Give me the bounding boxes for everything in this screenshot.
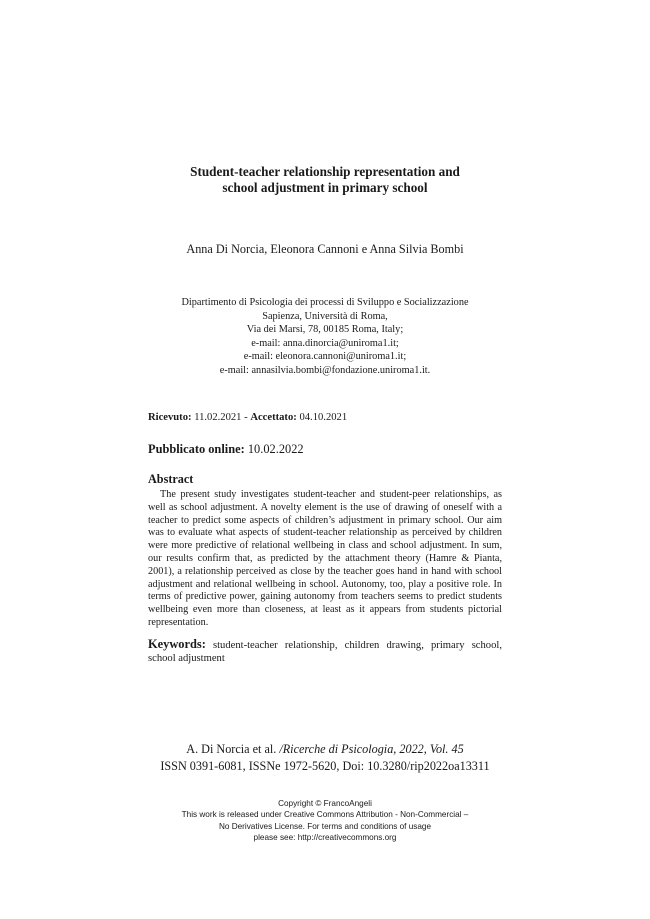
abstract-heading: Abstract xyxy=(148,472,194,486)
accepted-value: 04.10.2021 xyxy=(299,412,348,423)
abstract-text: The present study investigates student-teacher and student-peer relationships, as well as school adjustment. A novelty element is the use of drawing of oneself with a teacher to predict some aspects of children’s adjustment in primary school. Our aim was to evaluate what aspects of student-teacher relationship as perceived by children were more predictive of relational wellbeing in class and school adjustment. In sum, our results confirm that, as predicted by the attachment theory (Hamre & Pianta, 2001), a relationship perceived as close by the teacher goes hand in hand with school adjustment and relational wellbeing in school. Autonomy, too, play a positive role. In terms of predictive power, gaining autonomy from teachers seems to predict students wellbeing even more than closeness, at least as it appears from students pictorial representation. xyxy=(148,489,502,628)
published-value: 10.02.2022 xyxy=(247,442,304,456)
copyright-line-1: Copyright © FrancoAngeli xyxy=(278,799,372,808)
date-separator: - xyxy=(244,412,248,423)
citation-journal: Ricerche di Psicologia, 2022, Vol. 45 xyxy=(282,742,464,756)
email-2: e-mail: eleonora.cannoni@uniroma1.it; xyxy=(243,351,407,363)
author-list: Anna Di Norcia, Eleonora Cannoni e Anna Silvia Bombi xyxy=(186,242,464,256)
copyright-line-3: No Derivatives License. For terms and conditions of usage xyxy=(218,821,432,831)
affiliation-address: Via dei Marsi, 78, 00185 Roma, Italy; xyxy=(246,324,404,336)
affiliation-university: Sapienza, Università di Roma, xyxy=(262,310,388,322)
affiliation-department: Dipartimento di Psicologia dei processi di Sviluppo e Socializzazione xyxy=(181,297,469,308)
received-label: Ricevuto: xyxy=(148,412,192,423)
received-value: 11.02.2021 xyxy=(194,412,242,423)
citation-authors: A. Di Norcia et al. xyxy=(186,742,277,756)
affiliation-block xyxy=(0,296,650,378)
email-3: e-mail: annasilvia.bombi@fondazione.uniroma1.it. xyxy=(219,364,431,376)
keywords-label: Keywords: xyxy=(148,637,206,651)
received-accepted-dates xyxy=(148,411,347,425)
keywords-text: student-teacher relationship, children drawing, primary school, school adjustment xyxy=(148,640,502,664)
copyright-line-2: This work is released under Creative Commons Attribution - Non-Commercial – xyxy=(181,810,469,820)
citation-slash: / xyxy=(279,742,283,756)
citation-line-1 xyxy=(0,741,650,758)
published-online xyxy=(148,441,304,457)
published-label: Pubblicato online: xyxy=(148,442,245,456)
title-line-1: Student-teacher relationship representation and xyxy=(190,164,460,179)
title-line-2: school adjustment in primary school xyxy=(222,180,428,195)
copyright-notice xyxy=(0,798,650,844)
paper-title xyxy=(0,164,650,196)
citation-issn-doi: ISSN 0391-6081, ISSNe 1972-5620, Doi: 10.3280/rip2022oa13311 xyxy=(160,759,490,773)
copyright-line-4: please see: http://creativecommons.org xyxy=(253,833,397,843)
accepted-label: Accettato: xyxy=(250,412,297,423)
email-1: e-mail: anna.dinorcia@uniroma1.it; xyxy=(251,337,399,349)
keywords-block xyxy=(148,638,502,665)
citation-block xyxy=(0,741,650,775)
